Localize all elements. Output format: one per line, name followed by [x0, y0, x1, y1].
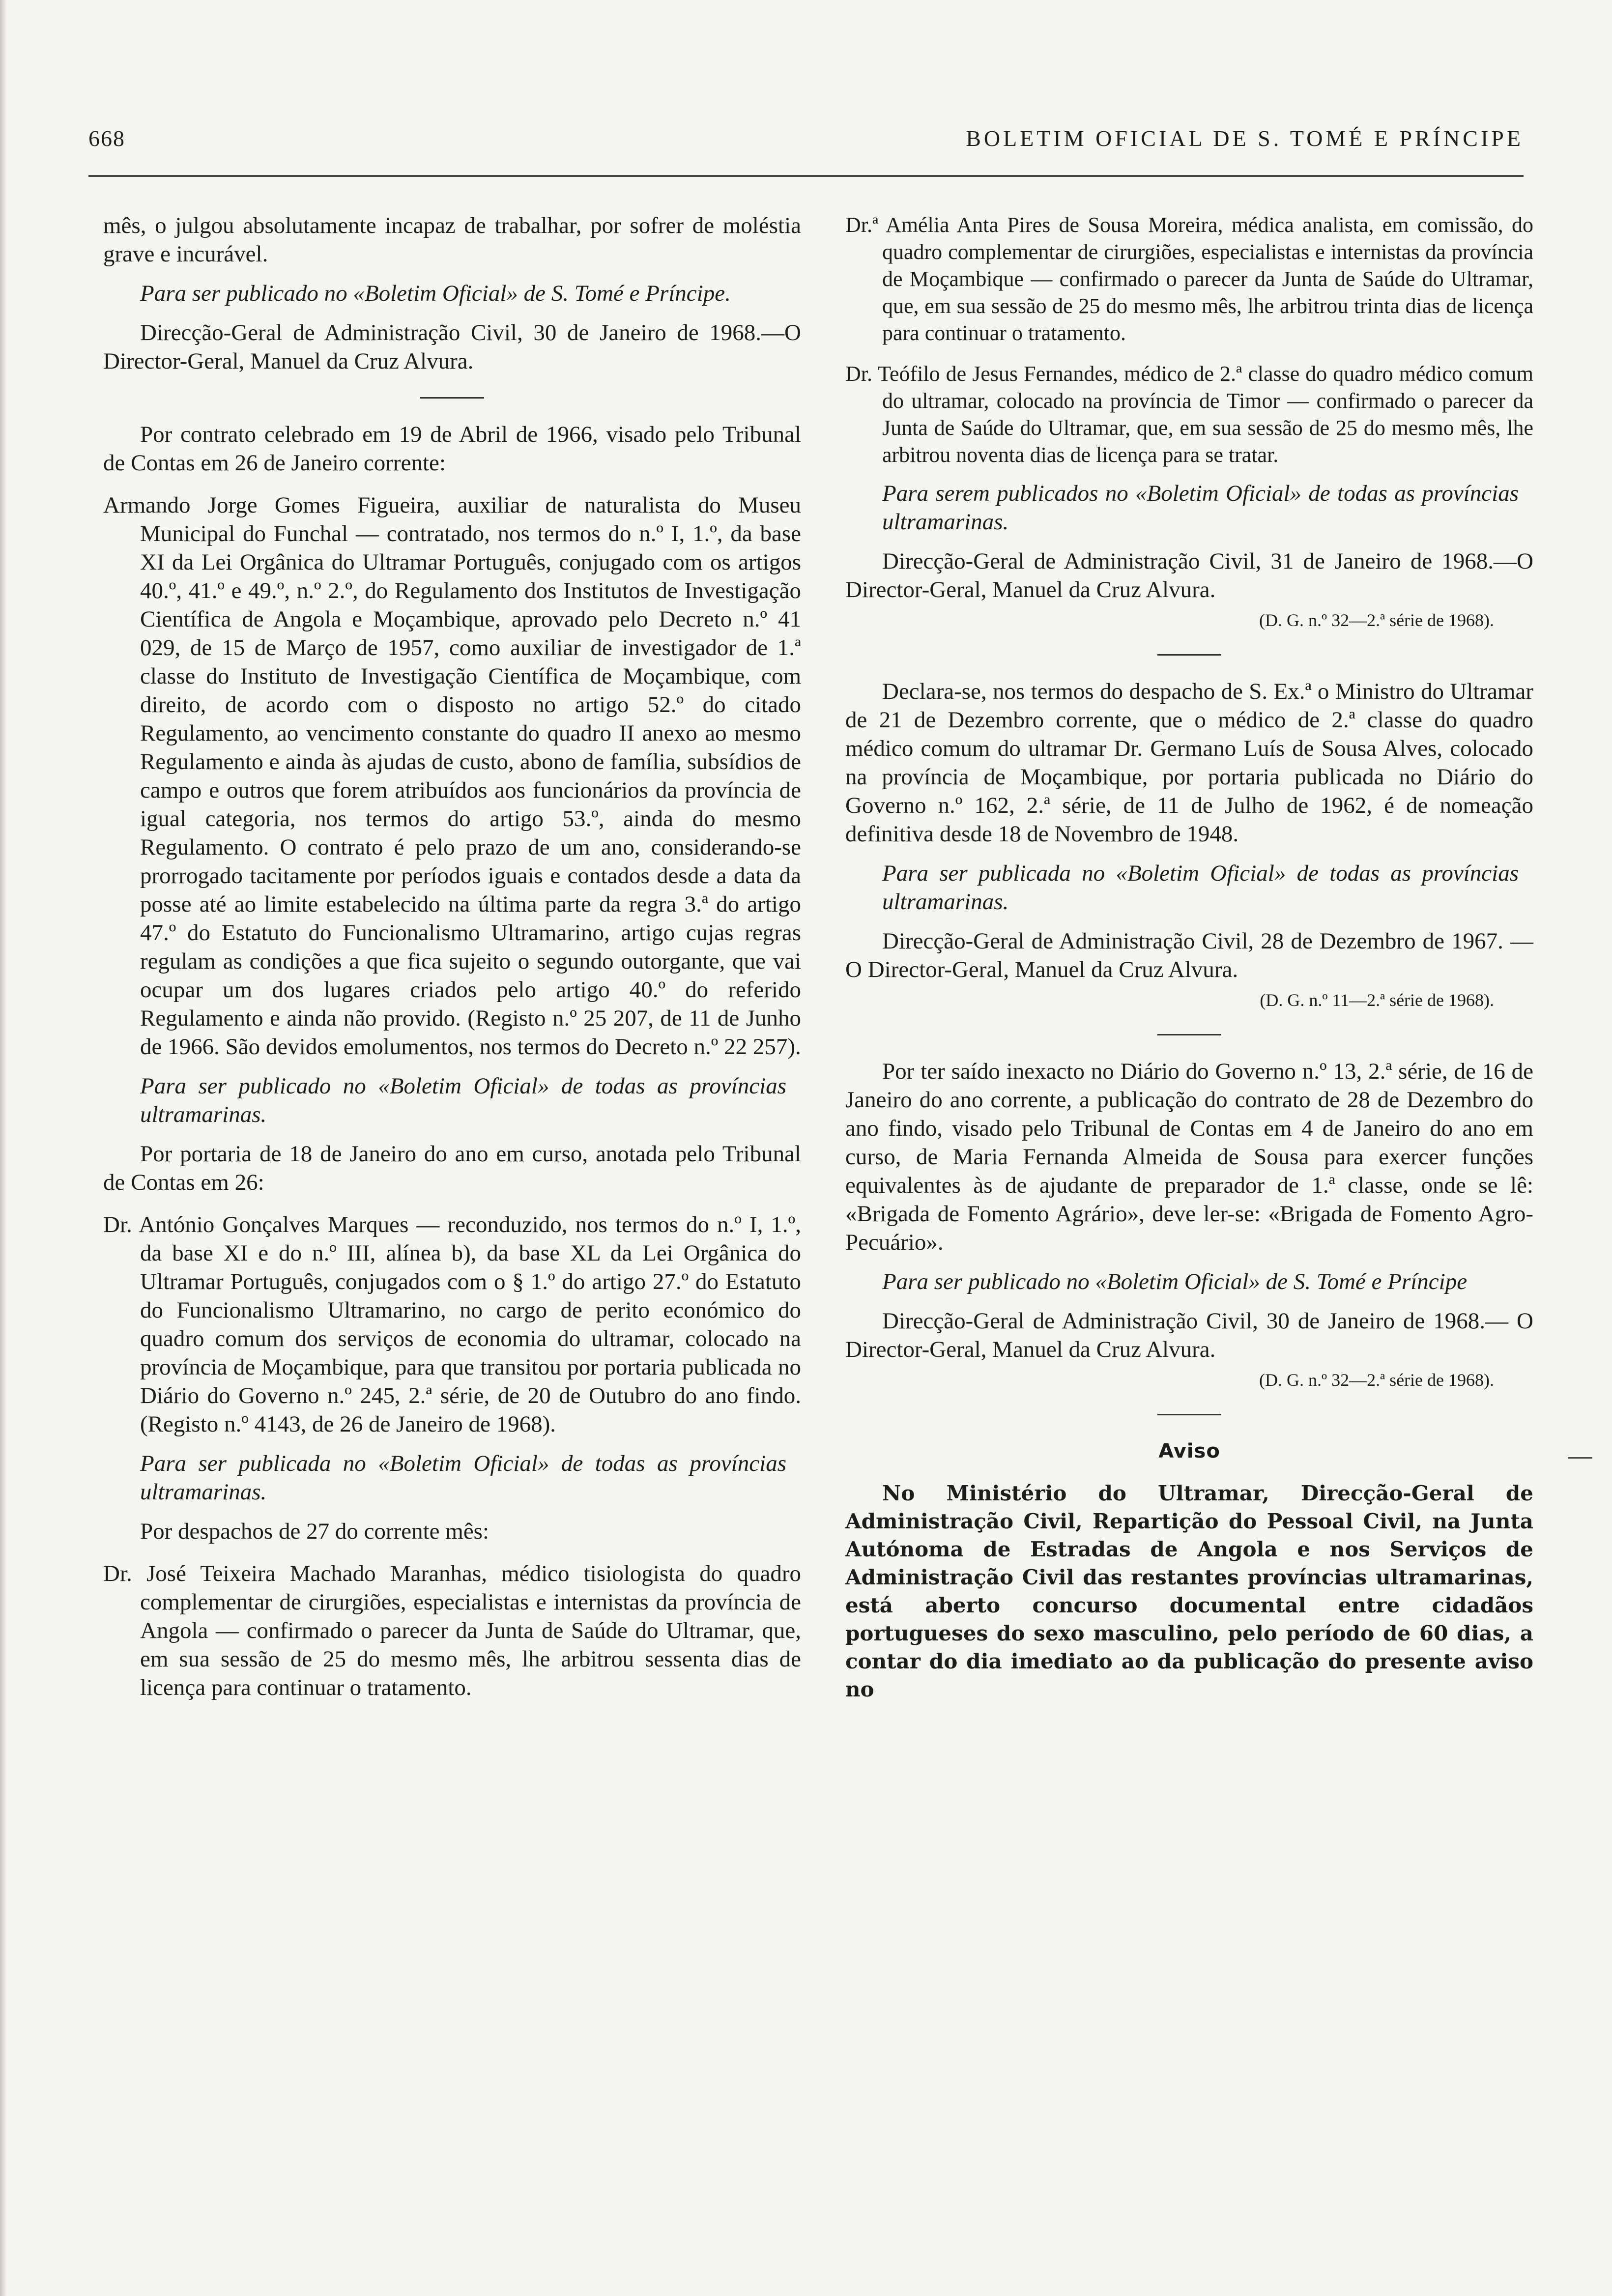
publication-note: Para ser publicado no «Boletim Oficial» de S. Tomé e Príncipe: [882, 1269, 1468, 1294]
paragraph: Declara-se, nos termos do despacho de S. Ex.ª o Ministro do Ultramar de 21 de Dezembro corrente, que o médico de 2.ª classe do quadro médico comum do ultramar Dr. Germano Luís de Sousa Alves, colocado na província de Moçambique, por portaria publicada no Diário do Governo n.º 162, 2.ª série, de 11 de Julho de 1962, é de nomeação definitiva desde 18 de Novembro de 1948.: [845, 679, 1533, 847]
publication-note: Para ser publicado no «Boletim Oficial» de todas as províncias ultramarinas.: [140, 1073, 786, 1127]
left-column: [103, 211, 801, 1702]
paragraph: Por portaria de 18 de Janeiro do ano em curso, anotada pelo Tribunal de Contas em 26:: [103, 1141, 801, 1195]
notice-body: No Ministério do Ultramar, Direcção-Geral de Administração Civil, Repartição do Pessoal Civil, na Junta Autónoma de Estradas de Angola e nos Serviços de Administração Civil das restantes províncias ultramarinas, está aberto concurso documental entre cidadãos portugueses do sexo masculino, pelo período de 60 dias, a contar do dia imediato ao da publicação do presente aviso no: [845, 1481, 1533, 1701]
notice-title: Aviso: [1158, 1440, 1220, 1463]
publication-note: Para ser publicada no «Boletim Oficial» de todas as províncias ultramarinas.: [882, 861, 1519, 915]
signature-line: Direcção-Geral de Administração Civil, 30 de Janeiro de 1968.— O Director-Geral, Manuel da Cruz Alvura.: [845, 1308, 1533, 1362]
reference-note: (D. G. n.º 32—2.ª série de 1968).: [1259, 1370, 1494, 1390]
header-rule: [88, 175, 1524, 177]
page-header: [88, 125, 1524, 160]
paragraph-entry: Armando Jorge Gomes Figueira, auxiliar de naturalista do Museu Municipal do Funchal — contratado, nos termos do n.º I, 1.º, da base XI da Lei Orgânica do Ultramar Português, conjugado com os artigos 40.º, 41.º e 49.º, n.º 2.º, do Regulamento dos Institutos de Investigação Científica de Angola e Moçambique, aprovado pelo Decreto n.º 41 029, de 15 de Março de 1957, como auxiliar de investigador de 1.ª classe do Instituto de Investigação Científica de Moçambique, com direito, de acordo com o disposto no artigo 52.º do citado Regulamento, ao vencimento constante do quadro II anexo ao mesmo Regulamento e ainda às ajudas de custo, abono de família, subsídios de campo e outros que forem atribuídos aos funcionários da província de igual categoria, nos termos do artigo 53.º, ainda do mesmo Regulamento. O contrato é pelo prazo de um ano, considerando-se prorrogado tacitamente por períodos iguais e contados desde a data da posse até ao limite estabelecido na última parte da regra 3.ª do artigo 47.º do Estatuto do Funcionalismo Ultramarino, artigo cujas regras regulam as condições a que fica sujeito o segundo outorgante, que vai ocupar um dos lugares criados pelo artigo 40.º do referido Regulamento e ainda não provido. (Registo n.º 25 207, de 11 de Junho de 1966. São devidos emolumentos, nos termos do Decreto n.º 22 257).: [103, 492, 801, 1060]
page-number: 668: [88, 126, 125, 151]
signature-line: Direcção-Geral de Administração Civil, 31 de Janeiro de 1968.—O Director-Geral, Manuel da Cruz Alvura.: [845, 548, 1533, 603]
publication-note: Para serem publicados no «Boletim Oficial» de todas as províncias ultramarinas.: [882, 481, 1519, 535]
paragraph: Por ter saído inexacto no Diário do Governo n.º 13, 2.ª série, de 16 de Janeiro do ano corrente, a publicação do contrato de 28 de Dezembro do ano findo, visado pelo Tribunal de Contas em 4 de Janeiro do ano em curso, de Maria Fernanda Almeida de Sousa para exercer funções equivalentes às de ajudante de preparador de 1.ª classe, onde se lê: «Brigada de Fomento Agrário», deve ler-se: «Brigada de Fomento Agro-Pecuário».: [845, 1059, 1533, 1255]
signature-line: Direcção-Geral de Administração Civil, 28 de Dezembro de 1967. — O Director-Geral, Manuel da Cruz Alvura.: [845, 928, 1533, 982]
reference-note: (D. G. n.º 11—2.ª série de 1968).: [1260, 990, 1494, 1010]
publication-note: Para ser publicado no «Boletim Oficial» de S. Tomé e Príncipe.: [140, 281, 731, 306]
paragraph: Por despachos de 27 do corrente mês:: [140, 1519, 489, 1544]
paragraph-entry: Dr.ª Amélia Anta Pires de Sousa Moreira, médica analista, em comissão, do quadro complementar de cirurgiões, especialistas e internistas da província de Moçambique — confirmado o parecer da Junta de Saúde do Ultramar, que, em sua sessão de 25 do mesmo mês, lhe arbitrou trinta dias de licença para continuar o tratamento.: [845, 213, 1533, 345]
paragraph: Por contrato celebrado em 19 de Abril de 1966, visado pelo Tribunal de Contas em 26 de Janeiro corrente:: [103, 422, 801, 476]
separator-rule: [1157, 654, 1221, 656]
paragraph: mês, o julgou absolutamente incapaz de trabalhar, por sofrer de moléstia grave e incurável.: [103, 213, 801, 267]
separator-rule: [420, 397, 484, 399]
separator-rule: [1157, 1034, 1221, 1035]
paragraph-entry: Dr. António Gonçalves Marques — reconduzido, nos termos do n.º I, 1.º, da base XI e do n.º III, alínea b), da base XL da Lei Orgânica do Ultramar Português, conjugados com o § 1.º do artigo 27.º do Estatuto do Funcionalismo Ultramarino, no cargo de perito económico do quadro comum dos serviços de economia do ultramar, colocado na província de Moçambique, para que transitou por portaria publicada no Diário do Governo n.º 245, 2.ª série, de 20 de Outubro do ano findo. (Registo n.º 4143, de 26 de Janeiro de 1968).: [103, 1212, 801, 1437]
paragraph-entry: Dr. Teófilo de Jesus Fernandes, médico de 2.ª classe do quadro médico comum do ultramar, colocado na província de Timor — confirmado o parecer da Junta de Saúde do Ultramar, que, em sua sessão de 25 do mesmo mês, lhe arbitrou noventa dias de licença para se tratar.: [845, 362, 1533, 467]
reference-note: (D. G. n.º 32—2.ª série de 1968).: [1259, 610, 1494, 630]
signature-line: Direcção-Geral de Administração Civil, 30 de Janeiro de 1968.—O Director-Geral, Manuel da Cruz Alvura.: [103, 320, 801, 374]
publication-note: Para ser publicada no «Boletim Oficial» de todas as províncias ultramarinas.: [140, 1451, 786, 1505]
right-column: [845, 211, 1533, 1703]
separator-rule: [1157, 1414, 1221, 1415]
paragraph-entry: Dr. José Teixeira Machado Maranhas, médico tisiologista do quadro complementar de cirurgiões, especialistas e internistas da província de Angola — confirmado o parecer da Junta de Saúde do Ultramar, que, em sua sessão de 25 do mesmo mês, lhe arbitrou sessenta dias de licença para continuar o tratamento.: [103, 1561, 801, 1700]
running-title: BOLETIM OFICIAL DE S. TOMÉ E PRÍNCIPE: [966, 126, 1524, 151]
margin-mark: [1568, 1457, 1592, 1459]
page-edge: [0, 0, 7, 2296]
